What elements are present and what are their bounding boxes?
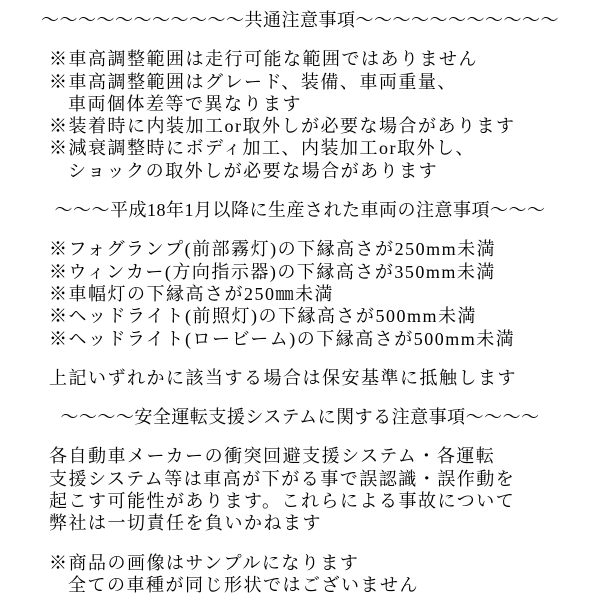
notice-line: ※ヘッドライト(前照灯)の下縁高さが500mm未満 [49, 306, 477, 327]
common-notes-section [0, 48, 600, 182]
notice-line: ※ヘッドライト(ロービーム)の下縁高さが500mm未満 [49, 328, 516, 349]
notice-line: ※車幅灯の下縁高さが250㎜未満 [49, 283, 334, 304]
safety-standard-conclusion-line: 上記いずれかに該当する場合は保安基準に抵触します [49, 367, 517, 388]
notice-line: ※車高調整範囲はグレード、装備、車両重量、 [49, 71, 457, 92]
notice-line: ※商品の画像はサンプルになります [49, 552, 360, 573]
safety-system-section [0, 445, 600, 534]
notice-line: ※ウィンカー(方向指示器)の下縁高さが350mm未満 [49, 261, 496, 282]
notice-line: 起こす可能性があります。これらによる事故について [49, 491, 516, 512]
common-notes-heading: ～～～～～～～～～～～共通注意事項～～～～～～～～～～～ [41, 10, 559, 30]
post2006-vehicles-heading: ～～～平成18年1月以降に生産された車両の注意事項～～～ [54, 200, 546, 221]
notice-line-continuation: 全ての車種が同じ形状ではございません [68, 574, 419, 595]
notice-line: ※フォグランプ(前部霧灯)の下縁高さが250mm未満 [49, 239, 497, 260]
post2006-conclusion-section [0, 367, 600, 389]
notice-line-continuation: 車両個体差等で異なります [68, 93, 302, 114]
notice-line: 弊社は一切責任を負いかねます [49, 513, 322, 534]
notice-line: ※減衰調整時にボディ加工、内装加工or取外し、 [49, 138, 476, 159]
notice-line: ※装着時に内装加工or取外しが必要な場合があります [49, 116, 516, 137]
notice-line: 各自動車メーカーの衝突回避支援システム・各運転 [49, 446, 496, 467]
notice-line: 支援システム等は車高が下がる事で誤認識・誤作動を [49, 468, 516, 489]
notice-line: ※車高調整範囲は走行可能な範囲ではありません [49, 49, 478, 70]
notice-line-continuation: ショックの取外しが必要な場合があります [68, 160, 439, 181]
product-image-note-section [0, 552, 600, 597]
safety-system-heading: ～～～～安全運転支援システムに関する注意事項～～～～ [60, 407, 540, 428]
post2006-vehicles-section [0, 238, 600, 349]
